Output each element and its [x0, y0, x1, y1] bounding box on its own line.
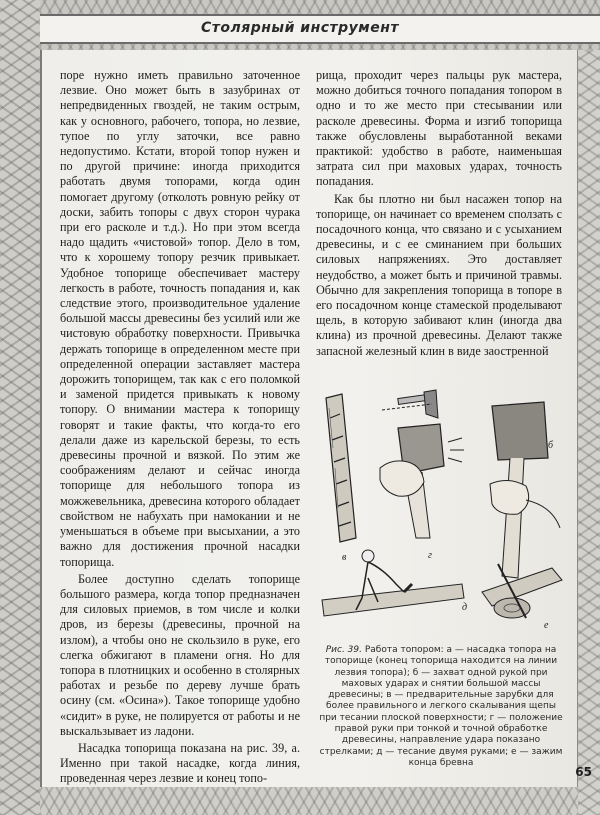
- figure-caption-text: Работа топором: а — насадка топора на топорище (конец топорища находится на линии лезвия топора); б — захват одной рукой при маховых ударах и снятии большой массы древесины; в — предварительные зарубки для более правильного и легкого скалывания щепы при тесании плоской поверхности; г — положение правой руки при тонкой и точной обработке древесины, направление удара показано стрелками; д — тесание двумя руками; е — зажим конца бревна: [319, 645, 563, 768]
- page-number: 65: [575, 765, 592, 779]
- figure-39-axe-illustration: [312, 388, 568, 636]
- label-e: е: [544, 620, 549, 631]
- paragraph: Более доступно сделать топорище большого размера, когда топор предназначен для силовых приемов, в том числе и колки дров, из березы (древесины, прочной на излом), а чтобы оно не скользило в руке, его слегка обжигают в пламени огня. Но для топора в плотницких и особенно в столярных работах и резьбе по дереву лучше брать осину (см. «Осина»). Такое топорище удобно «сидит» в руке, не полируется от работы и не выскальзывает из ладони.: [60, 571, 300, 738]
- hand-holding-axe-drawing: [380, 424, 464, 538]
- ornament-border-left: [0, 0, 42, 815]
- paragraph: Как бы плотно ни был насажен топор на топорище, он начинает со временем сползать с посадочного конца, что связано и с усыханием древесины, и с ее сминанием при больших силовых напряжениях. Это доставляет неудобство, а может быть и причиной травмы. Обычно для закрепления топорища в топоре в его посадочном конце стамеской проделывают щель, в которую забивают клин (иногда два клина) из прочной древесины. Делают также запасной железный клин в виде заостренной: [316, 191, 562, 358]
- label-d: д: [462, 602, 468, 613]
- figure-caption: [316, 645, 566, 769]
- axe-head-small-drawing: [382, 390, 438, 418]
- axe-swing-grip-drawing: [490, 402, 560, 578]
- text-column-left: [60, 68, 300, 787]
- log-end-clamp-drawing: [482, 564, 562, 618]
- ornament-border-right: [577, 50, 600, 815]
- ornament-border-bottom: [40, 787, 578, 815]
- paragraph: поре нужно иметь правильно заточенное лезвие. Оно может быть в зазубринах от непредвиденных гвоздей, не таким острым, как у основного, рабочего, топора, но лезвие, тупое по углу заточки, все равно недопустимо. Кстати, второй топор нужен и по другой причине: иногда приходится работать двумя топорами, когда один помогает другому (отколоть ровную рейку от доски, забить топоры с двух сторон чурака при его расколе и т.д.). Но при этом всегда надо щадить «чистовой» топор. Дело в том, что к хорошему топору резчик привыкает. Удобное топорище обеспечивает мастеру легкость в работе, точность попадания и, как следствие этого, производительное удаление большой массы древесины без усилий или же чистовую обработку поверхности. Привычка держать топорище в определенном месте при определенной операции заставляет мастера дорожить топорищем, так как с его поломкой и заменой придется привыкать к новому топору. О внимании мастера к топорищу говорят и такие факты, что когда-то его делали даже из карельской березы, то есть древесины прочной и вязкой. По этим же соображениям делают и сейчас иногда топорище для небольшого топора из можжевельника, древесина которого обладает свойством не набухать при намокании и не уменьшаться в объеме при высыхании, а это важно для достижения прочной насадки топорища.: [60, 68, 300, 569]
- paragraph: рища, проходит через пальцы рук мастера, можно добиться точного попадания топором в одно и то же место при стесывании или расколе древесины. Форма и изгиб топорища также обусловлены выработанной веками практикой: удобство в работе, наименьшая затрата сил при маховых ударах, точность попадания.: [316, 68, 562, 189]
- notched-log-drawing: [326, 394, 356, 542]
- running-header-title: Столярный инструмент: [200, 20, 400, 36]
- paragraph: Насадка топорища показана на рис. 39, а. Именно при такой насадке, когда линия, проведенная через лезвие и конец топо-: [60, 740, 300, 786]
- label-g: г: [428, 550, 432, 561]
- label-v: в: [342, 552, 347, 563]
- label-b: б: [548, 440, 554, 451]
- text-column-right: [316, 68, 562, 359]
- figure-caption-prefix: Рис. 39.: [325, 645, 362, 655]
